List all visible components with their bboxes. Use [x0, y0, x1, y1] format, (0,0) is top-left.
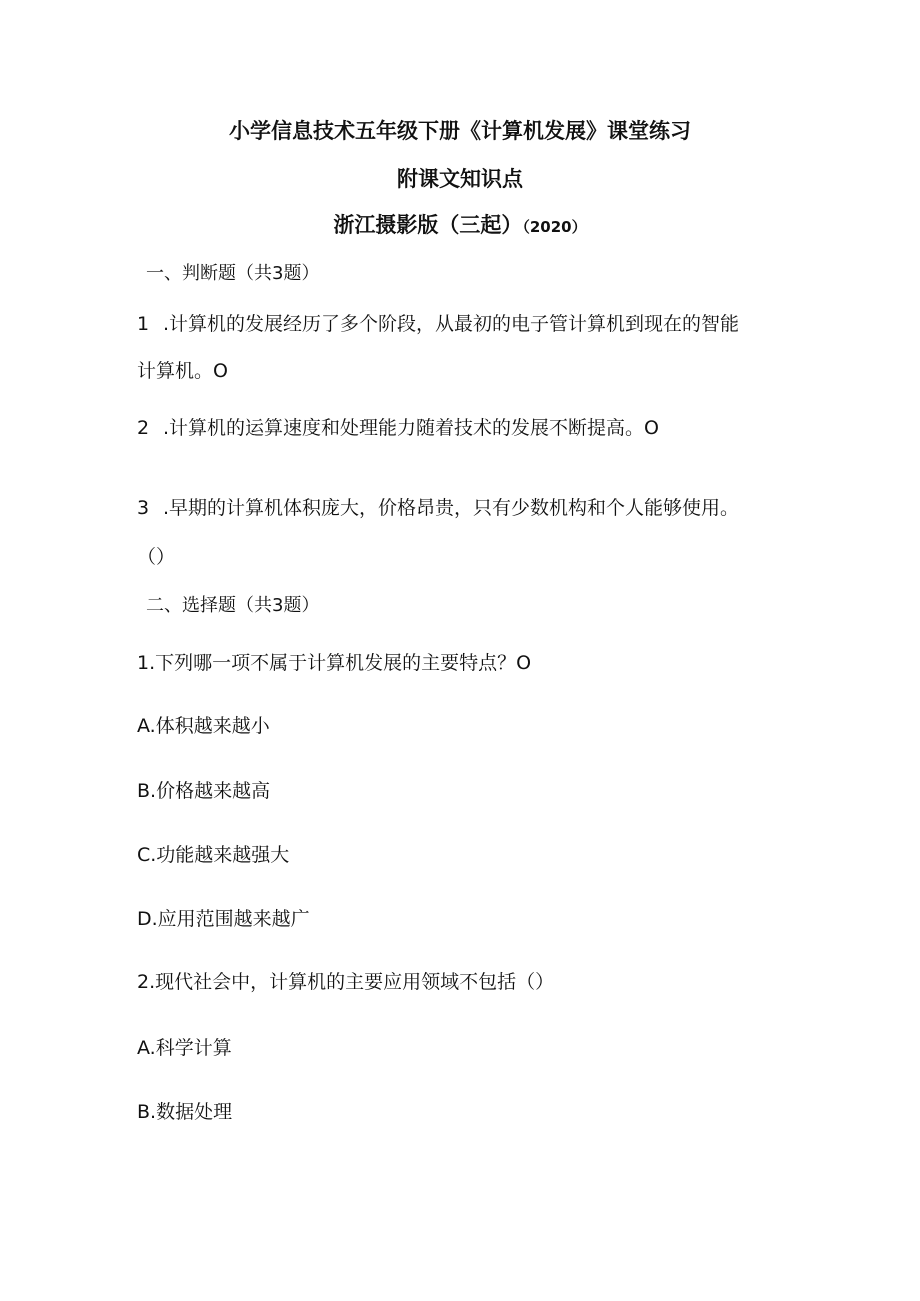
- question-number: 2: [137, 417, 150, 439]
- section-heading-true-false: 一、判断题（共3题）: [146, 263, 320, 284]
- tf-question-3: [137, 496, 739, 520]
- mc-question-1-option-b: B.价格越来越高: [137, 780, 271, 802]
- question-text: .早期的计算机体积庞大，价格昂贵，只有少数机构和个人能够使用。: [163, 497, 740, 519]
- edition-name: 浙江摄影版（三起）: [333, 213, 523, 237]
- mc-question-1-option-d: D.应用范围越来越广: [137, 908, 310, 930]
- document-title: 小学信息技术五年级下册《计算机发展》课堂练习: [229, 119, 691, 143]
- mc-question-1-option-c: C.功能越来越强大: [137, 844, 290, 866]
- document-subtitle: 附课文知识点: [397, 167, 523, 191]
- mc-question-2-option-b: B.数据处理: [137, 1101, 233, 1123]
- mc-question-1-option-a: A.体积越来越小: [137, 715, 270, 737]
- tf-question-1-continued: 计算机。O: [137, 360, 228, 382]
- tf-question-3-continued: （）: [137, 546, 176, 568]
- question-text: .计算机的发展经历了多个阶段，从最初的电子管计算机到现在的智能: [163, 313, 740, 335]
- mc-question-2-stem: 2.现代社会中，计算机的主要应用领域不包括（）: [137, 971, 555, 993]
- tf-question-2: [137, 416, 659, 440]
- question-text: .计算机的运算速度和处理能力随着技术的发展不断提高。O: [163, 417, 659, 439]
- edition-year: （2020）: [522, 218, 587, 236]
- mc-question-1-stem: 1.下列哪一项不属于计算机发展的主要特点？O: [137, 652, 532, 674]
- section-heading-multiple-choice: 二、选择题（共3题）: [146, 595, 320, 616]
- document-edition: [0, 212, 920, 240]
- tf-question-1: [137, 312, 739, 336]
- question-number: 1: [137, 313, 150, 335]
- question-number: 3: [137, 497, 150, 519]
- mc-question-2-option-a: A.科学计算: [137, 1037, 232, 1059]
